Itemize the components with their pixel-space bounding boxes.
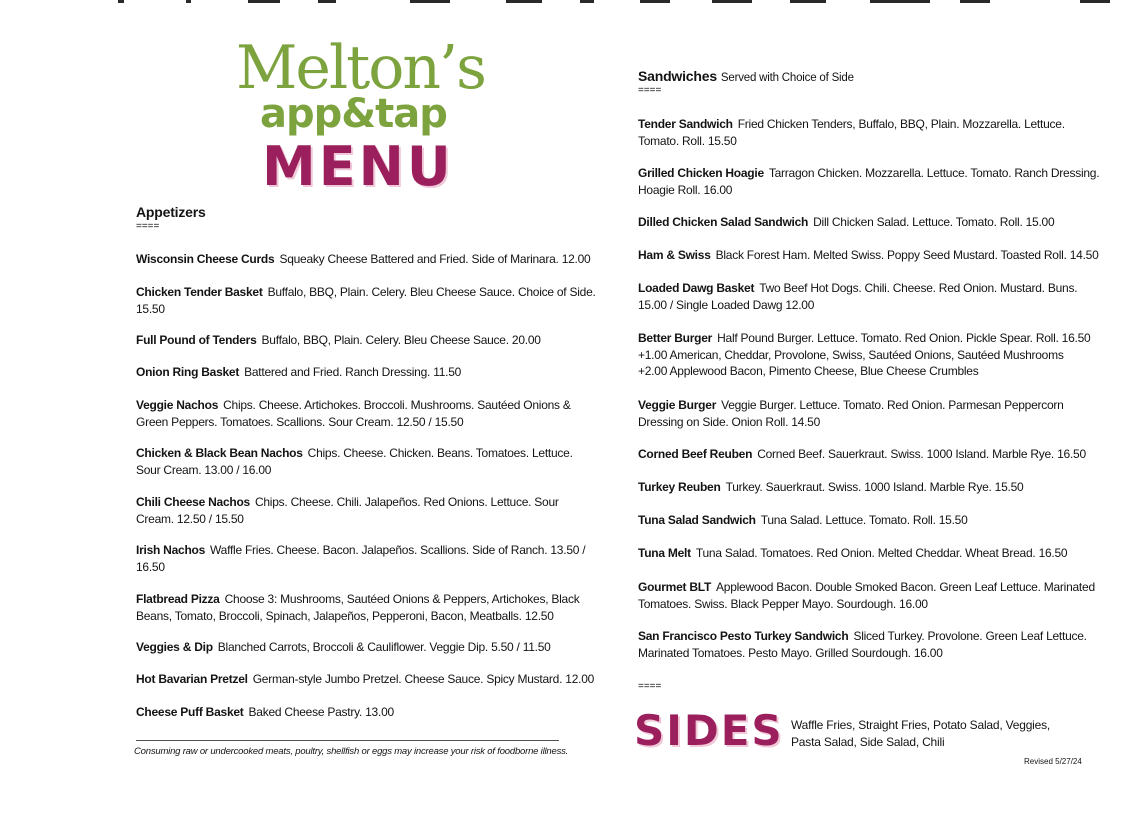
item-desc: Buffalo, BBQ, Plain. Celery. Bleu Cheese Sauce. Choice of Side. 15.50	[136, 285, 596, 316]
item-desc: Dill Chicken Salad. Lettuce. Tomato. Roll. 15.00	[813, 215, 1055, 229]
item-name: Chicken & Black Bean Nachos	[136, 446, 303, 460]
item-name: Flatbread Pizza	[136, 592, 220, 606]
item-name: Better Burger	[638, 331, 713, 345]
menu-item	[136, 445, 596, 478]
item-desc: Tarragon Chicken. Mozzarella. Lettuce. Tomato. Ranch Dressing. Hoagie Roll. 16.00	[638, 166, 1100, 197]
restaurant-logo	[232, 33, 492, 198]
menu-item	[638, 512, 968, 529]
appetizers-section	[136, 204, 596, 719]
menu-item	[638, 116, 1108, 149]
sides-rule: ====	[638, 681, 662, 692]
menu-item	[638, 247, 1099, 264]
menu-item	[638, 579, 1108, 612]
item-desc: Chips. Cheese. Chicken. Beans. Tomatoes. Lettuce. Sour Cream. 13.00 / 16.00	[136, 446, 573, 477]
footer-divider	[136, 740, 559, 741]
item-desc: Battered and Fried. Ranch Dressing. 11.50	[244, 365, 462, 379]
item-desc: Chips. Cheese. Chili. Jalapeños. Red Onions. Lettuce. Sour Cream. 12.50 / 15.50	[136, 495, 559, 526]
menu-item	[136, 639, 551, 656]
menu-item	[136, 284, 596, 317]
item-name: Turkey Reuben	[638, 480, 721, 494]
item-desc: Fried Chicken Tenders, Buffalo, BBQ, Plain. Mozzarella. Lettuce. Tomato. Roll. 15.50	[638, 117, 1065, 148]
item-name: Dilled Chicken Salad Sandwich	[638, 215, 809, 229]
sides-list: Waffle Fries, Straight Fries, Potato Salad, Veggies, Pasta Salad, Side Salad, Chili	[791, 718, 1051, 749]
item-desc: Veggie Burger. Lettuce. Tomato. Red Onion. Parmesan Peppercorn Dressing on Side. Onion Roll. 14.50	[638, 398, 1064, 429]
appetizers-title: Appetizers	[136, 204, 206, 220]
sandwiches-title: Sandwiches	[638, 68, 717, 84]
item-name: Onion Ring Basket	[136, 365, 240, 379]
item-name: Veggie Burger	[638, 398, 717, 412]
menu-item	[136, 397, 596, 430]
item-name: Grilled Chicken Hoagie	[638, 166, 764, 180]
logo-menu-word: MENU	[262, 135, 454, 198]
revised-date: Revised 5/27/24	[1024, 757, 1082, 766]
menu-item	[638, 330, 1090, 380]
item-name: Tuna Melt	[638, 546, 691, 560]
item-desc: Chips. Cheese. Artichokes. Broccoli. Mushrooms. Sautéed Onions & Green Peppers. Tomatoes. Scallions. Sour Cream. 12.50 / 15.50	[136, 398, 571, 429]
item-desc: Baked Cheese Pastry. 13.00	[248, 705, 394, 719]
item-desc: Two Beef Hot Dogs. Chili. Cheese. Red Onion. Mustard. Buns. 15.00 / Single Loaded Dawg 12.00	[638, 281, 1078, 312]
menu-item	[136, 494, 596, 527]
scan-edge-marks	[0, 0, 1132, 8]
menu-item	[638, 545, 1067, 562]
menu-item	[638, 479, 1023, 496]
item-desc: Blanched Carrots, Broccoli & Cauliflower. Veggie Dip. 5.50 / 11.50	[217, 640, 551, 654]
menu-item	[638, 280, 1108, 313]
appetizers-rule: ====	[136, 221, 160, 232]
menu-item	[136, 542, 596, 575]
item-addon-2: +2.00 Applewood Bacon, Pimento Cheese, Blue Cheese Crumbles	[638, 364, 979, 378]
item-name: Gourmet BLT	[638, 580, 712, 594]
menu-item	[638, 214, 1054, 231]
item-desc: Buffalo, BBQ, Plain. Celery. Bleu Cheese Sauce. 20.00	[261, 333, 541, 347]
item-name: Irish Nachos	[136, 543, 206, 557]
item-name: Veggies & Dip	[136, 640, 213, 654]
item-name: Wisconsin Cheese Curds	[136, 252, 275, 266]
menu-item	[638, 165, 1108, 198]
item-desc: Choose 3: Mushrooms, Sautéed Onions & Peppers, Artichokes, Black Beans, Tomato, Broccoli, Spinach, Jalapeños, Pepperoni, Bacon, Meatballs. 12.50	[136, 592, 580, 623]
sandwiches-section	[638, 68, 1108, 660]
item-name: Loaded Dawg Basket	[638, 281, 755, 295]
sandwiches-heading	[638, 68, 1108, 84]
item-name: Chicken Tender Basket	[136, 285, 263, 299]
item-name: San Francisco Pesto Turkey Sandwich	[638, 629, 849, 643]
item-desc: Waffle Fries. Cheese. Bacon. Jalapeños. Scallions. Side of Ranch. 13.50 / 16.50	[136, 543, 586, 574]
menu-item	[136, 591, 596, 624]
menu-item	[136, 251, 590, 268]
menu-item	[638, 628, 1108, 661]
sandwiches-rule: ====	[638, 85, 662, 96]
item-desc: Turkey. Sauerkraut. Swiss. 1000 Island. Marble Rye. 15.50	[725, 480, 1024, 494]
item-name: Veggie Nachos	[136, 398, 219, 412]
logo-subtitle: app&tap	[260, 91, 447, 137]
item-name: Corned Beef Reuben	[638, 447, 753, 461]
item-desc: Black Forest Ham. Melted Swiss. Poppy Seed Mustard. Toasted Roll. 14.50	[715, 248, 1099, 262]
menu-item	[638, 446, 1086, 463]
sides-title: SIDES	[634, 706, 784, 755]
menu-item	[638, 397, 1108, 430]
item-name: Full Pound of Tenders	[136, 333, 257, 347]
item-name: Ham & Swiss	[638, 248, 711, 262]
item-name: Hot Bavarian Pretzel	[136, 672, 248, 686]
item-addon-1: +1.00 American, Cheddar, Provolone, Swiss, Sautéed Onions, Sautéed Mushrooms	[638, 347, 1064, 362]
menu-item	[136, 704, 394, 721]
item-desc: Squeaky Cheese Battered and Fried. Side of Marinara. 12.00	[279, 252, 591, 266]
menu-item	[136, 364, 461, 381]
menu-item	[136, 332, 541, 349]
sandwiches-note: Served with Choice of Side	[720, 72, 854, 84]
food-safety-disclaimer: Consuming raw or undercooked meats, poultry, shellfish or eggs may increase your risk of foodborne illness.	[134, 746, 569, 757]
item-desc: Tuna Salad. Tomatoes. Red Onion. Melted Cheddar. Wheat Bread. 16.50	[695, 546, 1068, 560]
item-desc: Corned Beef. Sauerkraut. Swiss. 1000 Island. Marble Rye. 16.50	[757, 447, 1086, 461]
item-name: Tuna Salad Sandwich	[638, 513, 756, 527]
menu-item	[136, 671, 594, 688]
item-desc: Tuna Salad. Lettuce. Tomato. Roll. 15.50	[760, 513, 968, 527]
item-name: Cheese Puff Basket	[136, 705, 244, 719]
item-desc: Sliced Turkey. Provolone. Green Leaf Lettuce. Marinated Tomatoes. Pesto Mayo. Grilled Sourdough. 16.00	[638, 629, 1087, 660]
item-name: Chili Cheese Nachos	[136, 495, 250, 509]
item-desc: Half Pound Burger. Lettuce. Tomato. Red Onion. Pickle Spear. Roll. 16.50	[717, 331, 1091, 345]
item-desc: German-style Jumbo Pretzel. Cheese Sauce. Spicy Mustard. 12.00	[252, 672, 595, 686]
item-desc: Applewood Bacon. Double Smoked Bacon. Green Leaf Lettuce. Marinated Tomatoes. Swiss. Black Pepper Mayo. Sourdough. 16.00	[638, 580, 1095, 611]
item-name: Tender Sandwich	[638, 117, 733, 131]
logo-title: Melton’s	[236, 33, 485, 103]
